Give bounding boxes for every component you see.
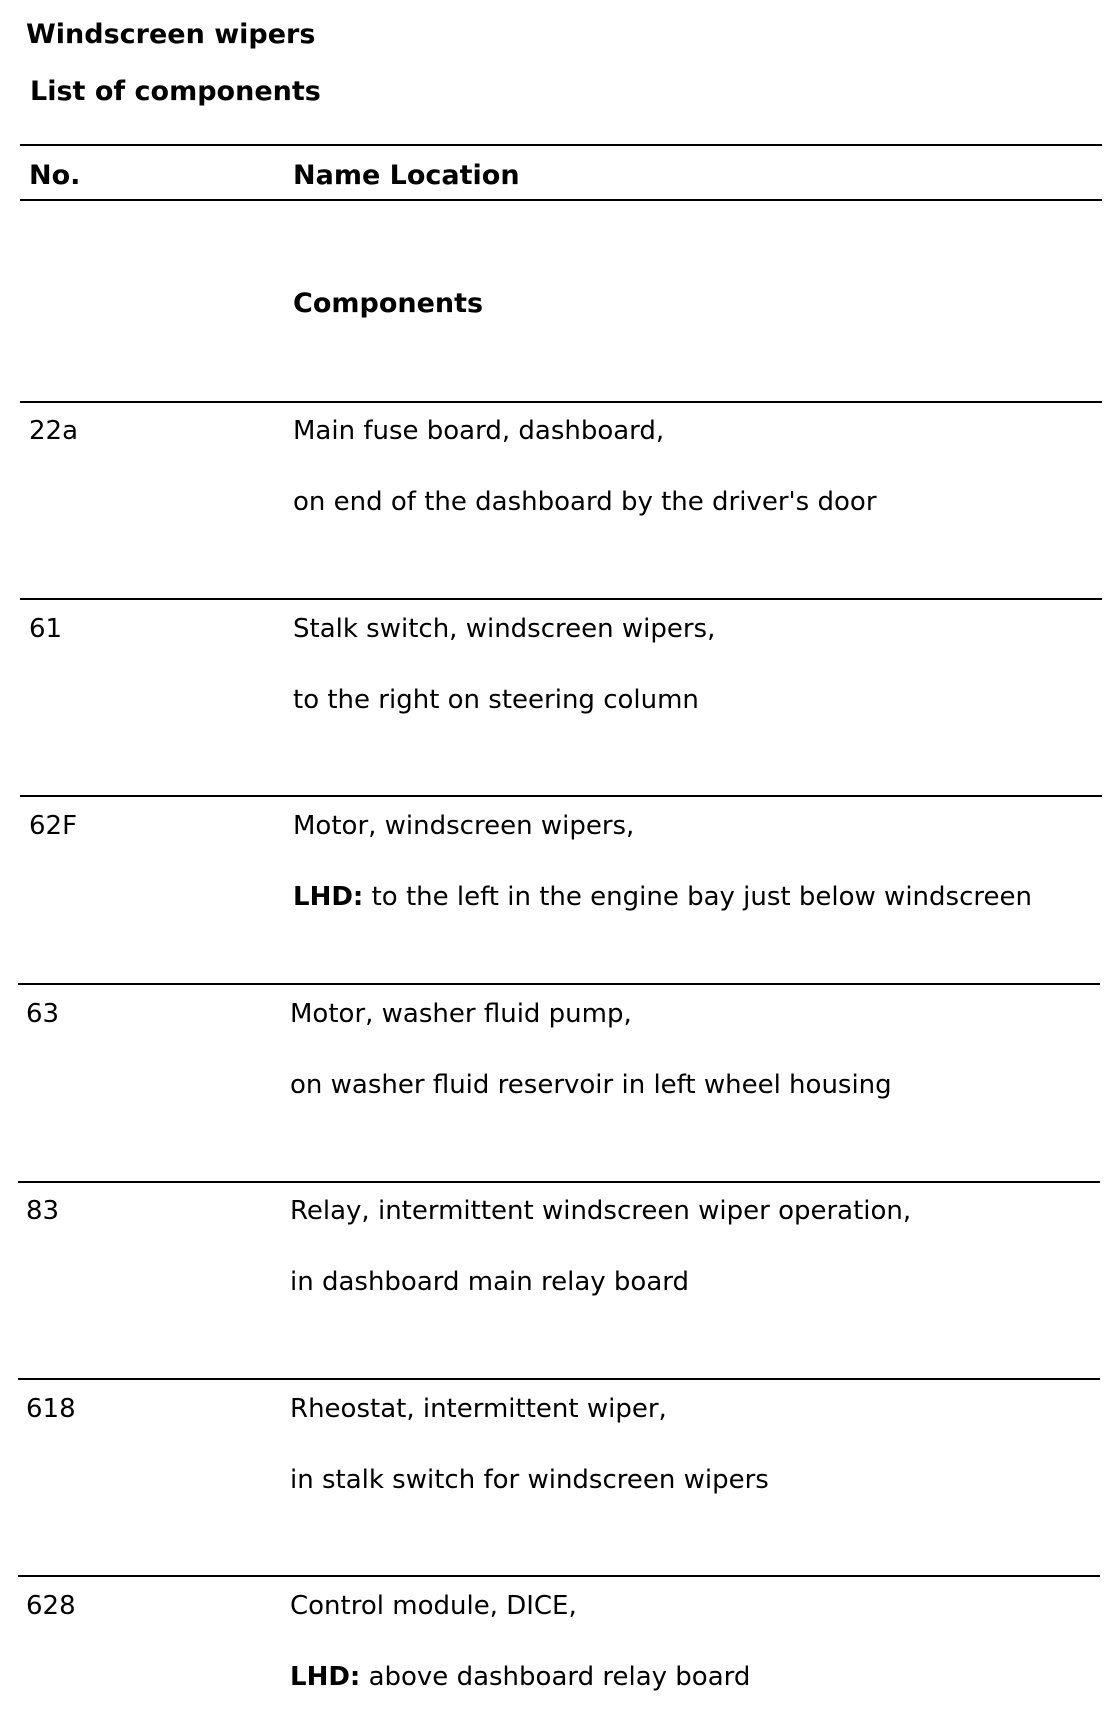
row-divider (20, 795, 1102, 797)
row-name: Rheostat, intermittent wiper, (290, 1394, 667, 1424)
row-number: 618 (26, 1394, 76, 1424)
column-header-no: No. (29, 160, 81, 191)
row-divider (18, 983, 1100, 985)
row-location (290, 1269, 689, 1295)
row-name: Control module, DICE, (290, 1591, 577, 1621)
row-divider (18, 1181, 1100, 1183)
page-title: Windscreen wipers (26, 19, 316, 50)
table-header-rule (20, 199, 1102, 201)
location-prefix: LHD: (290, 1662, 361, 1692)
location-text: above dashboard relay board (368, 1662, 751, 1692)
row-divider (20, 401, 1102, 403)
location-text: to the left in the engine bay just below windscreen (371, 882, 1032, 912)
location-text: in stalk switch for windscreen wipers (290, 1465, 769, 1495)
row-location (290, 1664, 750, 1690)
row-number: 61 (29, 614, 63, 644)
row-location (293, 687, 699, 713)
row-name: Relay, intermittent windscreen wiper operation, (290, 1196, 912, 1226)
row-name: Motor, washer fluid pump, (290, 999, 632, 1029)
row-location (290, 1467, 769, 1493)
row-number: 62F (29, 811, 78, 841)
row-divider (20, 598, 1102, 600)
row-divider (18, 1378, 1100, 1380)
location-prefix: LHD: (293, 882, 364, 912)
page-subtitle: List of components (30, 76, 321, 107)
section-label: Components (293, 288, 484, 319)
row-name: Stalk switch, windscreen wipers, (293, 614, 716, 644)
row-number: 628 (26, 1591, 76, 1621)
row-location (290, 1072, 892, 1098)
row-number: 63 (26, 999, 60, 1029)
row-number: 22a (29, 416, 79, 446)
location-text: to the right on steering column (293, 685, 699, 715)
location-text: on end of the dashboard by the driver's door (293, 487, 877, 517)
location-text: on washer fluid reservoir in left wheel housing (290, 1070, 892, 1100)
table-top-rule (20, 144, 1102, 146)
row-number: 83 (26, 1196, 60, 1226)
row-location (293, 489, 877, 515)
location-text: in dashboard main relay board (290, 1267, 690, 1297)
column-header-name-location: Name Location (293, 160, 520, 191)
row-divider (18, 1575, 1100, 1577)
row-name: Main fuse board, dashboard, (293, 416, 665, 446)
row-name: Motor, windscreen wipers, (293, 811, 635, 841)
row-location (293, 884, 1032, 910)
